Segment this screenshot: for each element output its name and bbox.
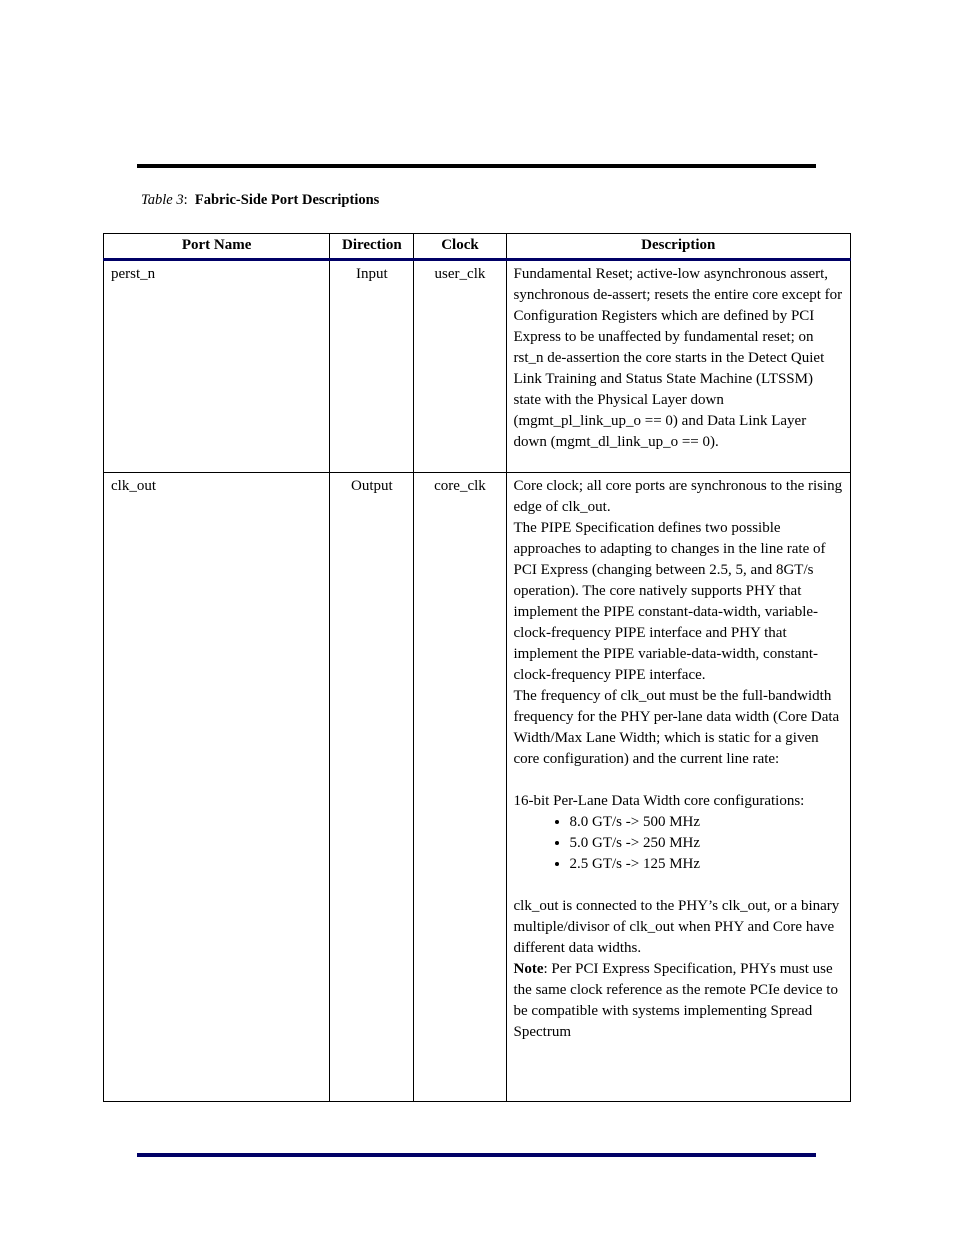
header-description: Description <box>506 234 850 260</box>
header-port-name: Port Name <box>104 234 330 260</box>
description-paragraph: clk_out is connected to the PHY’s clk_out, or a binary multiple/divisor of clk_out when PHY and Core have different data widths. <box>513 898 840 956</box>
caption-title: Fabric-Side Port Descriptions <box>194 192 380 208</box>
frequency-list <box>514 812 843 875</box>
cell-clock: user_clk <box>414 260 506 473</box>
cell-port-name: clk_out <box>104 473 330 1102</box>
top-rule <box>137 164 816 168</box>
description-paragraph: 16-bit Per-Lane Data Width core configurations: <box>513 793 805 809</box>
header-direction: Direction <box>330 234 414 260</box>
note-paragraph <box>514 959 843 1043</box>
caption-separator: : <box>183 192 188 208</box>
table-row <box>104 473 851 1102</box>
list-item: • 2.5 GT/s -> 125 MHz <box>570 854 843 875</box>
cell-description <box>506 473 850 1102</box>
note-text: : Per PCI Express Specification, PHYs must use the same clock reference as the remote PCIe device to be compatible with systems implementing Spread Spectrum <box>513 961 838 1040</box>
cell-direction: Output <box>330 473 414 1102</box>
header-clock: Clock <box>414 234 506 260</box>
list-item: • 5.0 GT/s -> 250 MHz <box>570 833 843 854</box>
cell-port-name: perst_n <box>104 260 330 473</box>
cell-description: Fundamental Reset; active-low asynchronous assert, synchronous de-assert; resets the entire core except for Configuration Registers which are defined by PCI Express to be unaffected by fundamental reset; on rst_n de-assertion the core starts in the Detect Quiet Link Training and Status State Machine (LTSSM) state with the Physical Layer down (mgmt_pl_link_up_o == 0) and Data Link Layer down (mgmt_dl_link_up_o == 0). <box>506 260 850 473</box>
list-item: • 8.0 GT/s -> 500 MHz <box>570 812 843 833</box>
note-label: Note <box>513 961 544 977</box>
cell-clock: core_clk <box>414 473 506 1102</box>
port-description-table <box>103 233 851 1102</box>
caption-label: Table 3 <box>141 192 184 208</box>
cell-direction: Input <box>330 260 414 473</box>
table-caption <box>141 192 379 209</box>
bottom-rule <box>137 1153 816 1157</box>
table-row <box>104 260 851 473</box>
description-paragraph: Core clock; all core ports are synchronous to the rising edge of clk_out. <box>513 478 843 515</box>
description-paragraph: The PIPE Specification defines two possible approaches to adapting to changes in the line rate of PCI Express (changing between 2.5, 5, and 8GT/s operation). The core natively supports PHY that implement the PIPE constant-data-width, variable-clock-frequency PIPE interface and PHY that implement the PIPE variable-data-width, constant-clock-frequency PIPE interface. <box>513 520 826 683</box>
description-paragraph: The frequency of clk_out must be the full-bandwidth frequency for the PHY per-lane data width (Core Data Width/Max Lane Width; which is static for a given core configuration) and the current line rate: <box>513 688 840 767</box>
table-header-row <box>104 234 851 260</box>
